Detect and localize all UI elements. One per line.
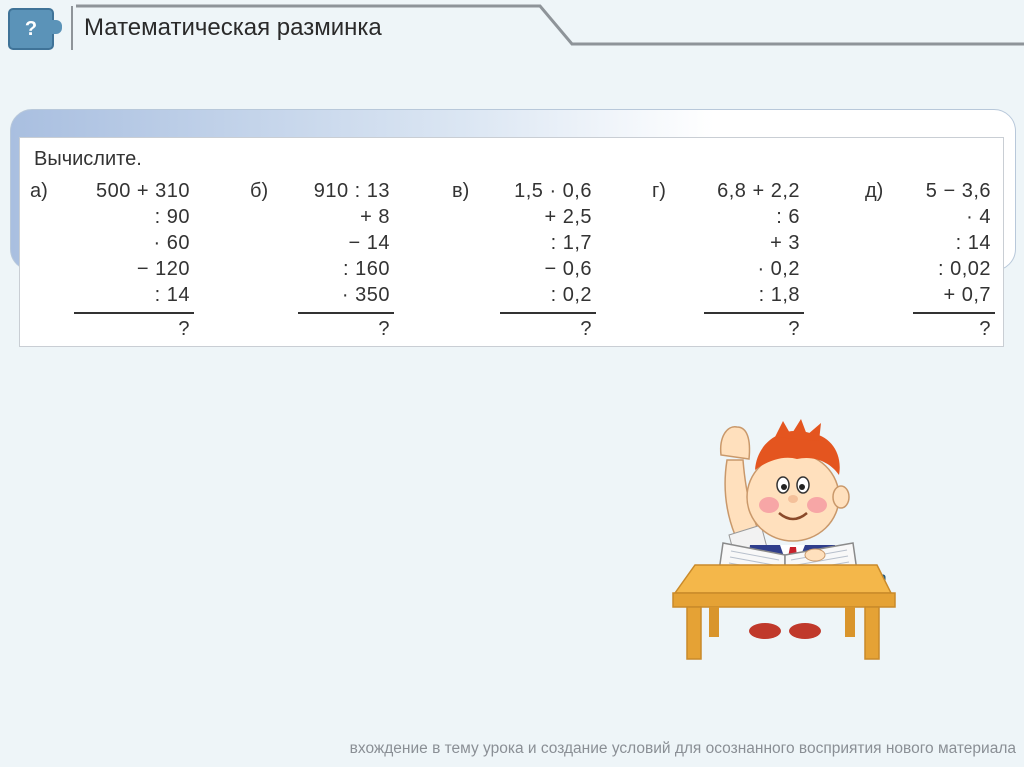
expression-row: 1,5 · 0,6 <box>514 180 592 202</box>
expression-row: + 2,5 <box>544 206 592 228</box>
expression-row: + 8 <box>360 206 390 228</box>
result-line <box>74 312 194 314</box>
result-line <box>704 312 804 314</box>
expression-row: : 14 <box>955 232 991 254</box>
column-letter: а) <box>30 180 48 202</box>
column-letter: д) <box>865 180 884 202</box>
result-placeholder: ? <box>979 318 991 340</box>
expression-row: : 0,02 <box>937 258 991 280</box>
expression-row: : 6 <box>776 206 800 228</box>
expression-row: − 0,6 <box>544 258 592 280</box>
expression-row: · 4 <box>966 206 991 228</box>
column-letter: г) <box>652 180 666 202</box>
expression-row: 6,8 + 2,2 <box>717 180 800 202</box>
expression-row: 910 : 13 <box>313 180 390 202</box>
expression-row: · 350 <box>341 284 390 306</box>
exercise-column-v <box>452 180 592 350</box>
result-placeholder: ? <box>580 318 592 340</box>
column-letter: б) <box>250 180 269 202</box>
task-label: Вычислите. <box>34 148 142 170</box>
result-line <box>913 312 995 314</box>
expression-row: · 60 <box>153 232 190 254</box>
expression-row: − 14 <box>348 232 390 254</box>
expression-row: · 0,2 <box>757 258 800 280</box>
exercise-column-a <box>30 180 190 350</box>
expression-row: : 160 <box>343 258 390 280</box>
expression-row: : 14 <box>154 284 190 306</box>
exercise-column-b <box>250 180 390 350</box>
expression-row: : 1,7 <box>550 232 592 254</box>
footer-caption: вхождение в тему урока и создание условий для осознанного восприятия нового материала <box>349 740 1016 757</box>
result-placeholder: ? <box>788 318 800 340</box>
result-line <box>500 312 596 314</box>
expression-row: : 1,8 <box>758 284 800 306</box>
expression-row: : 90 <box>154 206 190 228</box>
exercise-card <box>19 137 1004 347</box>
header <box>0 0 1024 60</box>
expression-row: + 0,7 <box>943 284 991 306</box>
page-title: Математическая разминка <box>84 14 382 41</box>
exercise-column-d <box>865 180 991 350</box>
result-line <box>298 312 394 314</box>
expression-row: − 120 <box>136 258 190 280</box>
result-placeholder: ? <box>378 318 390 340</box>
expression-row: 5 − 3,6 <box>925 180 991 202</box>
expression-row: + 3 <box>770 232 800 254</box>
exercise-column-g <box>652 180 800 350</box>
column-letter: в) <box>452 180 470 202</box>
expression-row: 500 + 310 <box>95 180 190 202</box>
logo-symbol: ? <box>24 17 38 40</box>
expression-row: : 0,2 <box>550 284 592 306</box>
pupil-at-desk-icon <box>665 415 900 680</box>
result-placeholder: ? <box>178 318 190 340</box>
